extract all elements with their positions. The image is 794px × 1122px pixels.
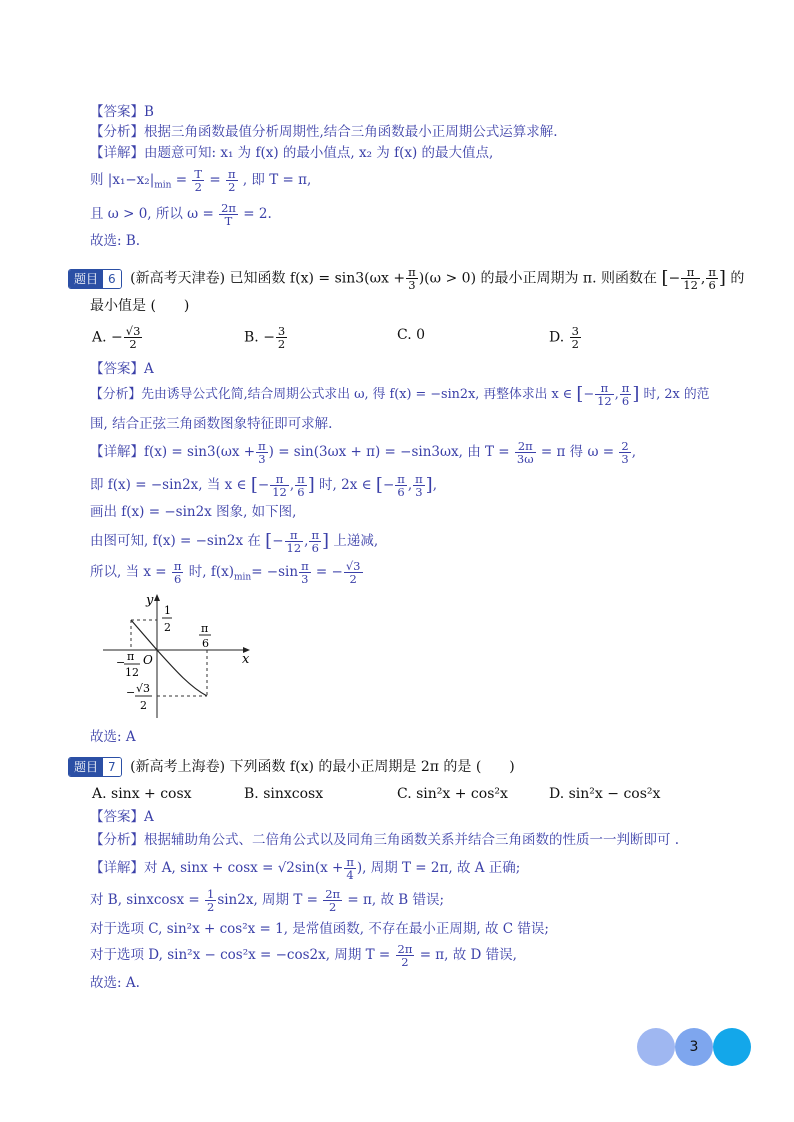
detail-tag: 【详解】 bbox=[90, 145, 144, 161]
q6-analysis-line2: 围, 结合正弦三角函数图象特征即可求解. bbox=[90, 416, 333, 432]
q6-option-c[interactable]: C. 0 bbox=[397, 327, 426, 343]
decor-circle bbox=[637, 1028, 675, 1066]
fraction: $\frac{2\pi}{2}$ bbox=[397, 942, 413, 969]
q6-stem-line2: 最小值是 ( ) bbox=[90, 298, 190, 314]
fraction: $\frac{T}{2}$ bbox=[194, 167, 203, 194]
origin-label: O bbox=[143, 653, 153, 667]
fraction: $\frac{\pi}{2}$ bbox=[227, 167, 236, 194]
page-number: 3 bbox=[675, 1028, 713, 1066]
question-badge: 题目 6 bbox=[68, 269, 122, 289]
q7-detail-line2: 对 B, sinxcosx = $\frac{1}{2}$ sin2x, 周期 T = $\frac{2\pi}{2}$ = π, 故 B 错误; bbox=[90, 887, 445, 914]
tick-label: 12 bbox=[125, 666, 139, 679]
tick-label: 2 bbox=[164, 621, 171, 634]
q7-option-b[interactable]: B. sinxcosx bbox=[244, 786, 324, 802]
fraction: $\frac{\pi}{6}$ bbox=[708, 265, 716, 292]
y-label: y bbox=[146, 593, 154, 608]
decor-circle bbox=[713, 1028, 751, 1066]
q6-option-b[interactable]: B. − $\frac{3}{2}$ bbox=[244, 324, 286, 351]
fraction: $\frac{\pi}{3}$ bbox=[258, 439, 266, 466]
q5-analysis: 【分析】根据三角函数最值分析周期性,结合三角函数最小正周期公式运算求解. bbox=[90, 124, 558, 140]
tick-label: − bbox=[126, 686, 136, 699]
q7-option-a[interactable]: A. sinx + cosx bbox=[92, 786, 192, 802]
q6-detail-line1: 【详解】f(x) = sin3(ωx + $\frac{\pi}{3}$ ) = sin(3ωx + π) = −sin3ωx, 由 T = $\frac{2\pi}{3\omega}$ = π 得 ω = $\frac{2}{3}$ , bbox=[90, 439, 636, 466]
q7-answer: 【答案】A bbox=[90, 809, 154, 825]
q5-omega-line: 且 ω > 0, 所以 ω = $\frac{2\pi}{T}$ = 2. bbox=[90, 201, 272, 228]
q5-period-line: 则 $|x_1-x_2|_{min}$ = $\frac{T}{2}$ = $\frac{\pi}{2}$ , 即 T = π, bbox=[90, 167, 312, 194]
fraction: $\frac{3}{2}$ bbox=[571, 324, 579, 351]
fraction: $\frac{\pi}{6}$ bbox=[173, 559, 182, 586]
q7-detail-line4: 对于选项 D, sin²x − cos²x = −cos2x, 周期 T = $\frac{2\pi}{2}$ = π, 故 D 错误, bbox=[90, 942, 517, 969]
fraction: $\frac{\pi}{4}$ bbox=[346, 855, 354, 882]
q7-detail-line3: 对于选项 C, sin²x + cos²x = 1, 是常值函数, 不存在最小正周期, 故 C 错误; bbox=[90, 921, 549, 937]
fraction: $\frac{\pi}{3}$ bbox=[408, 265, 416, 292]
fraction: $\frac{\pi}{3}$ bbox=[415, 472, 423, 499]
detail-text: 由题意可知: x₁ 为 f(x) 的最小值点, x₂ 为 f(x) 的最大值点, bbox=[144, 145, 494, 161]
q6-answer: 【答案】A bbox=[90, 361, 154, 377]
q5-detail bbox=[90, 143, 493, 163]
tick-label: 2 bbox=[140, 699, 147, 712]
q7-detail-line1: 【详解】对 A, sinx + cosx = √2sin(x + $\frac{\pi}{4}$ ), 周期 T = 2π, 故 A 正确; bbox=[90, 855, 521, 882]
fraction: $\frac{2\pi}{3\omega}$ bbox=[516, 439, 534, 466]
fraction: $\frac{√3}{2}$ bbox=[125, 324, 141, 351]
q7-stem: 题目 7 (新高考上海卷) 下列函数 f(x) 的最小正周期是 2π 的是 ( ) bbox=[68, 757, 515, 777]
tick-label: π bbox=[201, 622, 209, 635]
y-axis-arrow bbox=[154, 594, 160, 601]
q7-option-d[interactable]: D. sin²x − cos²x bbox=[549, 786, 661, 802]
fraction: $\frac{\pi}{3}$ bbox=[301, 559, 309, 586]
tick-label: π bbox=[127, 650, 135, 663]
q6-option-a[interactable]: A. − $\frac{√3}{2}$ bbox=[92, 324, 141, 351]
x-label: x bbox=[242, 652, 250, 667]
q6-choice: 故选: A bbox=[90, 729, 136, 745]
q6-stem: 题目 6 (新高考天津卷) 已知函数 f(x) = sin3(ωx + $\frac{\pi}{3}$ )(ω > 0) 的最小正周期为 π. 则函数在 [− $\frac{\pi}{12}$ , $\frac{\pi}{6}$ ] 的 bbox=[68, 266, 744, 291]
fraction: $\frac{1}{2}$ bbox=[206, 887, 215, 914]
q6-option-d[interactable]: D. $\frac{3}{2}$ bbox=[549, 324, 579, 351]
sine-graph-figure bbox=[100, 590, 260, 720]
fraction: $\frac{2}{3}$ bbox=[621, 439, 629, 466]
fraction: $\frac{3}{2}$ bbox=[277, 324, 286, 351]
q6-detail-line2: 即 f(x) = −sin2x, 当 x ∈ [− $\frac{\pi}{12}$ , $\frac{\pi}{6}$ ] 时, 2x ∈ [− $\frac{\pi}{6}$ , $\frac{\pi}{3}$ ], bbox=[90, 472, 437, 499]
fraction: $\frac{\pi}{6}$ bbox=[311, 528, 320, 555]
q6-detail-line4: 由图可知, f(x) = −sin2x 在 [− $\frac{\pi}{12}$ , $\frac{\pi}{6}$ ] 上递减, bbox=[90, 528, 379, 555]
q7-choice: 故选: A. bbox=[90, 975, 140, 991]
fraction: $\frac{\pi}{12}$ bbox=[597, 381, 612, 408]
fraction: $\frac{2\pi}{2}$ bbox=[325, 887, 341, 914]
fraction: $\frac{\pi}{12}$ bbox=[272, 472, 287, 499]
q5-choice: 故选: B. bbox=[90, 233, 141, 249]
tick-label: 1 bbox=[164, 604, 171, 617]
fraction: $\frac{2\pi}{T}$ bbox=[221, 201, 236, 228]
q7-option-c[interactable]: C. sin²x + cos²x bbox=[397, 786, 508, 802]
fraction: $\frac{\pi}{12}$ bbox=[286, 528, 302, 555]
q7-analysis: 【分析】根据辅助角公式、二倍角公式以及同角三角函数关系并结合三角函数的性质一一判断即可 . bbox=[90, 832, 680, 848]
tick-label: − bbox=[116, 656, 126, 669]
tick-label: 6 bbox=[202, 637, 209, 650]
q6-analysis-line1: 【分析】先由诱导公式化简,结合周期公式求出 ω, 得 f(x) = −sin2x, 再整体求出 x ∈ [− $\frac{\pi}{12}$ , $\frac{\pi}{6}$ ] 时, 2x 的范 bbox=[90, 381, 710, 408]
fraction: $\frac{\pi}{6}$ bbox=[297, 472, 305, 499]
q5-answer: 【答案】B bbox=[90, 104, 154, 120]
q6-detail-line3: 画出 f(x) = −sin2x 图象, 如下图, bbox=[90, 504, 297, 520]
q6-detail-line5: 所以, 当 x = $\frac{\pi}{6}$ 时, $f(x)_{min}= -\sin$ $\frac{\pi}{3}$ = − $\frac{√3}{2}$ bbox=[90, 559, 361, 586]
page-number-badge bbox=[637, 1028, 752, 1068]
fraction: $\frac{\pi}{12}$ bbox=[683, 265, 698, 292]
fraction: $\frac{√3}{2}$ bbox=[345, 559, 361, 586]
fraction: $\frac{\pi}{6}$ bbox=[397, 472, 405, 499]
question-badge: 题目 7 bbox=[68, 757, 122, 777]
fraction: $\frac{\pi}{6}$ bbox=[621, 381, 630, 408]
tick-label: √3 bbox=[136, 682, 151, 695]
